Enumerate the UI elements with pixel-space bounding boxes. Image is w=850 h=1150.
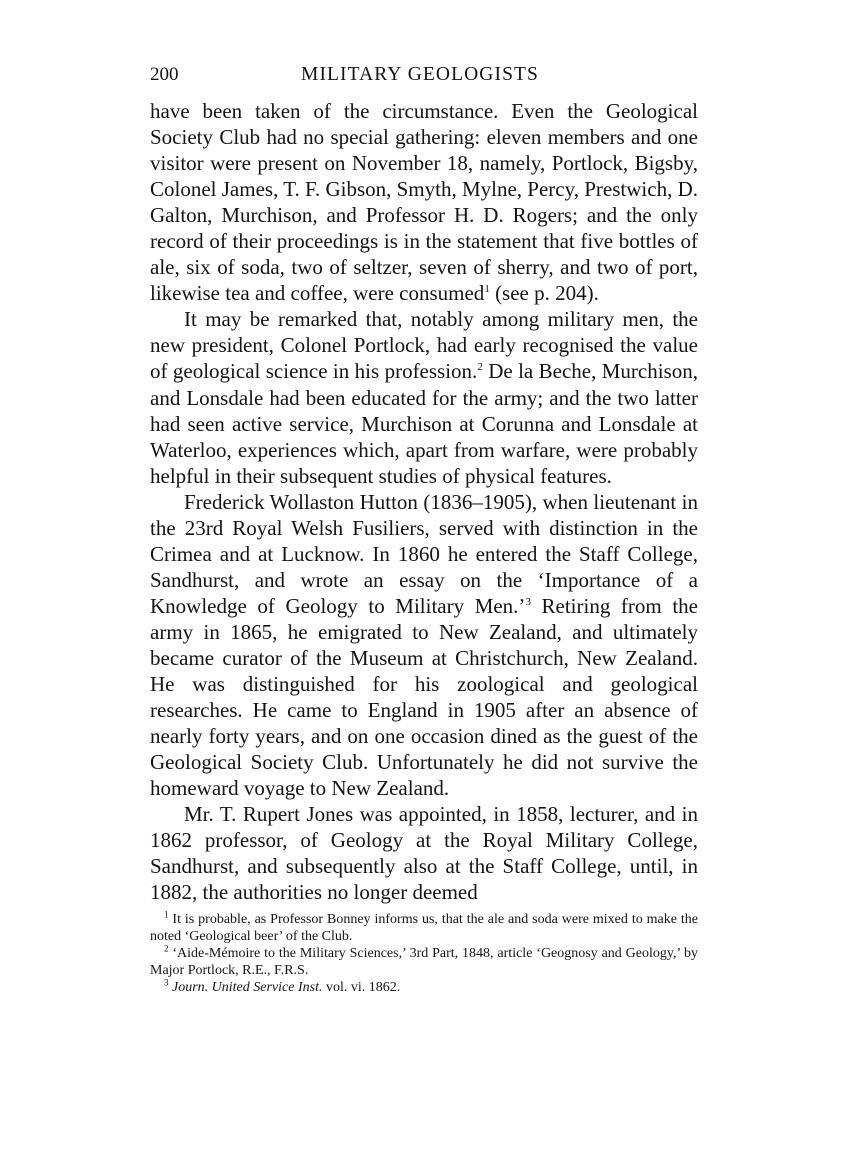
paragraph-2-text-b: De la Beche, Murchison, and Lonsdale had been educated for the army; and the two latter had seen active service, Murchison at Corunna and Lonsdale at Waterloo, experiences which, apart from warfare, were probably helpful in their subsequent studies of physical features. (150, 359, 698, 488)
footnote-1-text: It is probable, as Professor Bonney informs us, that the ale and soda were mixed to make the noted ‘Geological beer’ of the Club. (150, 912, 698, 945)
footnote-ref-1: 1 (484, 283, 490, 296)
paragraph-3-text-a: Frederick Wollaston Hutton (1836–1905), when lieutenant in the 23rd Royal Welsh Fusiliers, served with distinction in the Crimea and at Lucknow. In 1860 he entered the Staff College, Sandhurst, and wrote an essay on the ‘Importance of a Knowledge of Geology to Military Men.’ (150, 489, 698, 618)
running-head (150, 58, 698, 92)
body-text (150, 98, 698, 905)
paragraph-1-text-a: have been taken of the circumstance. Even the Geological Society Club had no special gathering: eleven members and one visitor were present on November 18, namely, Portlock, Bigsby, Colonel James, T. F. Gibson, Smyth, Mylne, Percy, Prestwich, D. Galton, Murchison, and Professor H. D. Rogers; and the only record of their proceedings is in the statement that five bottles of ale, six of soda, two of seltzer, seven of sherry, and two of port, likewise tea and coffee, were consumed (150, 99, 698, 306)
footnote-1 (150, 911, 698, 945)
paragraph-2 (150, 306, 698, 488)
paragraph-4: Mr. T. Rupert Jones was appointed, in 1858, lecturer, and in 1862 professor, of Geology at the Royal Military College, Sandhurst, and subsequently also at the Staff College, until, in 1882, the authorities no longer deemed (150, 802, 698, 905)
footnote-ref-2: 2 (477, 361, 483, 374)
footnote-ref-3: 3 (525, 595, 531, 608)
running-title: MILITARY GEOLOGISTS (301, 64, 539, 85)
paragraph-1 (150, 98, 698, 306)
footnote-2-text: ‘Aide-Mémoire to the Military Sciences,’ 3rd Part, 1848, article ‘Geognosy and Geology,’ by Major Portlock, R.E., F.R.S. (150, 946, 698, 979)
footnote-1-mark: 1 (164, 909, 169, 920)
book-page (150, 58, 698, 996)
paragraph-3 (150, 489, 698, 802)
paragraph-3-text-b: Retiring from the army in 1865, he emigrated to New Zealand, and ultimately became curator of the Museum at Christchurch, New Zealand. He was distinguished for his zoological and geological researches. He came to England in 1905 after an absence of nearly forty years, and on one occasion dined as the guest of the Geological Society Club. Unfortunately he did not survive the homeward voyage to New Zealand. (150, 593, 698, 801)
page-number: 200 (150, 64, 179, 85)
footnote-3 (150, 979, 698, 996)
paragraph-1-text-b: (see p. 204). (489, 281, 599, 306)
footnote-3-journal: Journ. United Service Inst. (168, 980, 323, 996)
footnotes (150, 911, 698, 996)
footnote-2 (150, 945, 698, 979)
paragraph-2-text-a: It may be remarked that, notably among military men, the new president, Colonel Portlock, had early recognised the value of geological science in his profession. (150, 307, 698, 384)
footnote-3-text: vol. vi. 1862. (322, 980, 401, 996)
footnote-3-mark: 3 (164, 977, 169, 988)
footnote-2-mark: 2 (164, 943, 169, 954)
